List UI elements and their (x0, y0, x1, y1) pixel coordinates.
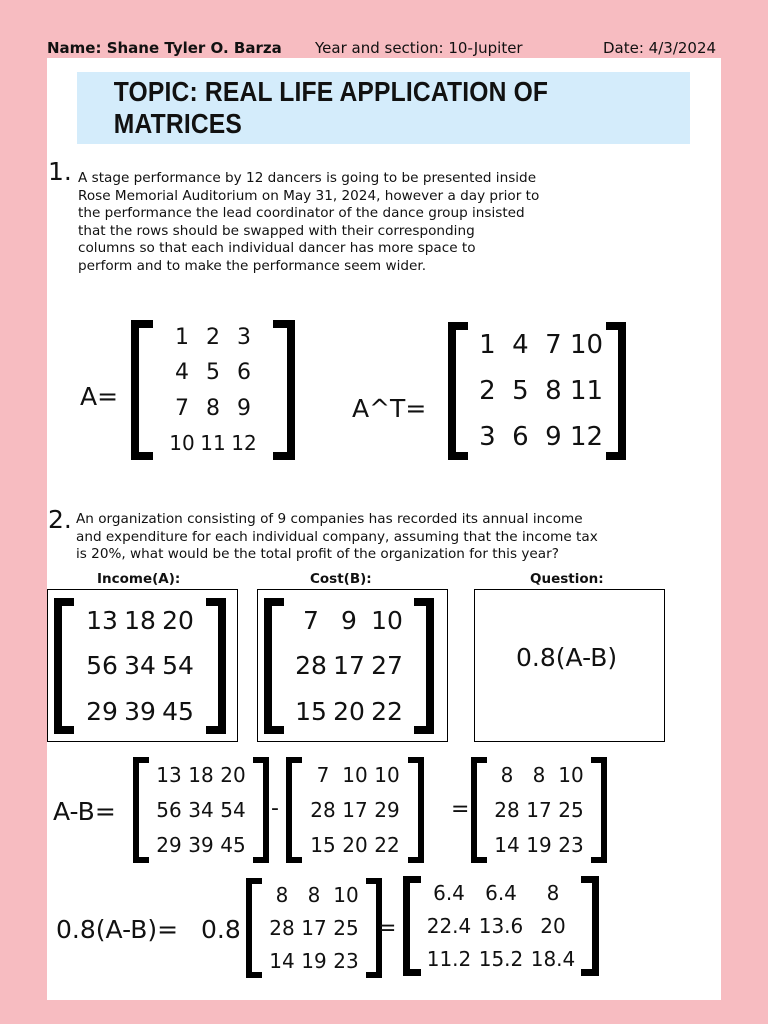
problem-1-text-line: the performance the lead coordinator of the dance group insisted (78, 205, 525, 221)
matrix-row (153, 798, 249, 822)
matrix-cell: 6 (237, 360, 251, 386)
matrix-cell: 17 (526, 797, 552, 822)
matrix-cell: 2 (206, 325, 220, 351)
matrix-cell: 4 (512, 330, 529, 360)
matrix-row (266, 949, 362, 973)
matrix-cell: 18 (188, 762, 214, 787)
final-scalar-matrix (246, 878, 382, 978)
right-bracket (273, 320, 295, 460)
matrix-cell: 28 (310, 797, 336, 822)
income-matrix (54, 598, 226, 734)
final-label: 0.8(A-B)= (56, 915, 179, 944)
matrix-cell: 9 (237, 395, 251, 421)
problem-1-text-line: A stage performance by 12 dancers is going to be presented inside (78, 170, 537, 186)
matrix-cell: 11 (569, 376, 604, 406)
matrix-cell: 17 (333, 651, 365, 681)
matrix-cell: 12 (569, 422, 604, 452)
matrix-cell: 8 (545, 376, 562, 406)
matrix-cell: 45 (220, 833, 246, 858)
matrix-cell: 19 (301, 949, 327, 974)
matrix-at-label: A^T= (352, 394, 427, 423)
matrix-row (471, 330, 603, 360)
matrix-row (83, 697, 197, 726)
matrix-cell: 22 (374, 833, 400, 858)
matrix-cell: 20 (540, 913, 566, 938)
right-bracket (206, 598, 226, 734)
matrix-cell: 20 (162, 606, 194, 636)
a-minus-b-matrix-b (286, 757, 424, 863)
left-bracket (264, 598, 284, 734)
matrix-cell: 17 (301, 915, 327, 940)
matrix-cell: 29 (156, 833, 182, 858)
matrix-row (167, 396, 260, 421)
matrix-cell: 54 (220, 797, 246, 822)
year-section: Year and section: 10-Jupiter (315, 39, 523, 57)
matrix-cell: 54 (162, 651, 194, 681)
matrix-grid (153, 320, 273, 460)
matrix-cell: 8 (500, 762, 514, 787)
matrix-cell: 13 (156, 762, 182, 787)
matrix-row (307, 833, 403, 857)
matrix-cell: 11.2 (426, 947, 472, 972)
matrix-cell: 8 (532, 762, 546, 787)
matrix-cell: 13.6 (478, 913, 524, 938)
right-bracket (253, 757, 269, 863)
matrix-cell: 45 (162, 696, 194, 726)
matrix-cell: 29 (374, 797, 400, 822)
matrix-cell: 7 (316, 762, 330, 787)
right-bracket (591, 757, 607, 863)
matrix-row (491, 798, 587, 822)
left-bracket (246, 878, 262, 978)
problem-1-text-line: columns so that each individual dancer has more space to (78, 240, 476, 256)
matrix-cell: 1 (175, 325, 189, 351)
matrix-grid (302, 757, 408, 863)
matrix-grid (487, 757, 591, 863)
matrix-cell: 17 (342, 797, 368, 822)
matrix-row (153, 833, 249, 857)
question-label: Question: (530, 571, 604, 587)
matrix-row (423, 947, 579, 971)
matrix-cell: 25 (333, 915, 359, 940)
matrix-cell: 4 (175, 360, 189, 386)
matrix-cell: 18 (124, 606, 156, 636)
matrix-a (131, 320, 295, 460)
matrix-row (307, 798, 403, 822)
matrix-grid (421, 876, 581, 976)
topic-title: TOPIC: REAL LIFE APPLICATION OF MATRICES (113, 76, 549, 139)
matrix-row (292, 697, 406, 726)
matrix-grid (468, 322, 606, 460)
left-bracket (286, 757, 302, 863)
matrix-cell: 34 (124, 651, 156, 681)
matrix-cell: 28 (269, 915, 295, 940)
date: Date: 4/3/2024 (603, 39, 717, 57)
left-bracket (403, 876, 421, 976)
matrix-cell: 10 (371, 606, 403, 636)
problem-1-text (78, 170, 539, 275)
right-bracket (581, 876, 599, 976)
matrix-cell: 22 (371, 696, 403, 726)
matrix-row (423, 914, 579, 938)
matrix-cell: 14 (494, 833, 520, 858)
left-bracket (131, 320, 153, 460)
matrix-cell: 15.2 (478, 947, 524, 972)
matrix-row (471, 376, 603, 406)
matrix-cell: 6.4 (485, 880, 517, 905)
matrix-cell: 9 (545, 422, 562, 452)
matrix-cell: 13 (86, 606, 118, 636)
matrix-row (167, 325, 260, 350)
matrix-cell: 7 (175, 395, 189, 421)
income-label: Income(A): (97, 571, 181, 587)
right-bracket (408, 757, 424, 863)
a-minus-b-matrix-a (133, 757, 269, 863)
final-scalar: 0.8 (201, 915, 241, 944)
matrix-cell: 15 (310, 833, 336, 858)
matrix-grid (149, 757, 253, 863)
matrix-a-transpose (448, 322, 626, 460)
matrix-cell: 10 (333, 882, 359, 907)
problem-2-number: 2. (48, 505, 72, 534)
matrix-cell: 10 (558, 762, 584, 787)
matrix-row (292, 606, 406, 635)
matrix-grid (262, 878, 366, 978)
matrix-cell: 56 (86, 651, 118, 681)
problem-1-text-line: Rose Memorial Auditorium on May 31, 2024, however a day prior to (78, 187, 540, 204)
matrix-cell: 3 (479, 422, 496, 452)
problem-2-text-line: is 20%, what would be the total profit of the organization for this year? (76, 546, 559, 562)
matrix-cell: 8 (275, 882, 289, 907)
matrix-cell: 8 (307, 882, 321, 907)
matrix-row (292, 651, 406, 680)
student-name: Name: Shane Tyler O. Barza (47, 39, 282, 57)
matrix-cell: 27 (371, 651, 403, 681)
matrix-cell: 8 (546, 880, 560, 905)
matrix-cell: 11 (200, 430, 226, 455)
left-bracket (133, 757, 149, 863)
left-bracket (448, 322, 468, 460)
topic-banner (77, 72, 690, 144)
matrix-cell: 8 (206, 395, 220, 421)
matrix-grid (284, 598, 414, 734)
matrix-cell: 18.4 (530, 947, 576, 972)
matrix-cell: 12 (231, 430, 257, 455)
problem-1-text-line: perform and to make the performance seem wider. (78, 257, 427, 274)
matrix-row (167, 431, 260, 455)
matrix-cell: 25 (558, 797, 584, 822)
minus-sign: - (271, 796, 279, 821)
matrix-cell: 15 (295, 696, 327, 726)
matrix-row (266, 883, 362, 907)
matrix-cell: 10 (342, 762, 368, 787)
matrix-row (423, 881, 579, 905)
matrix-row (153, 763, 249, 787)
matrix-cell: 23 (333, 949, 359, 974)
problem-2-text (76, 511, 598, 564)
matrix-cell: 39 (124, 696, 156, 726)
a-minus-b-label: A-B= (53, 797, 116, 826)
left-bracket (54, 598, 74, 734)
matrix-cell: 9 (341, 606, 357, 636)
left-bracket (471, 757, 487, 863)
equals-sign: = (451, 797, 470, 822)
matrix-cell: 7 (303, 606, 319, 636)
final-result-matrix (403, 876, 599, 976)
matrix-row (491, 763, 587, 787)
right-bracket (606, 322, 626, 460)
matrix-a-label: A= (80, 382, 119, 411)
matrix-cell: 6 (512, 422, 529, 452)
matrix-cell: 5 (512, 376, 529, 406)
matrix-row (83, 651, 197, 680)
matrix-cell: 20 (333, 696, 365, 726)
matrix-cell: 10 (169, 430, 195, 455)
cost-label: Cost(B): (310, 571, 372, 587)
matrix-grid (74, 598, 206, 734)
problem-1-text-line: that the rows should be swapped with their corresponding (78, 222, 475, 239)
final-equals-sign: = (378, 916, 397, 941)
matrix-row (266, 916, 362, 940)
problem-2-text-line: and expenditure for each individual company, assuming that the income tax (76, 528, 598, 545)
a-minus-b-result-matrix (471, 757, 607, 863)
right-bracket (414, 598, 434, 734)
matrix-cell: 20 (342, 833, 368, 858)
matrix-cell: 56 (156, 797, 182, 822)
matrix-cell: 28 (494, 797, 520, 822)
matrix-cell: 29 (86, 696, 118, 726)
matrix-cell: 20 (220, 762, 246, 787)
matrix-cell: 39 (188, 833, 214, 858)
question-expression: 0.8(A-B) (516, 643, 618, 672)
matrix-cell: 7 (545, 330, 562, 360)
matrix-cell: 2 (479, 376, 496, 406)
matrix-cell: 10 (569, 330, 604, 360)
matrix-cell: 23 (558, 833, 584, 858)
matrix-row (471, 422, 603, 452)
matrix-cell: 34 (188, 797, 214, 822)
matrix-cell: 28 (295, 651, 327, 681)
cost-matrix (264, 598, 434, 734)
matrix-row (83, 606, 197, 635)
matrix-cell: 6.4 (433, 880, 465, 905)
problem-1-number: 1. (48, 157, 72, 186)
matrix-cell: 19 (526, 833, 552, 858)
matrix-row (307, 763, 403, 787)
matrix-cell: 14 (269, 949, 295, 974)
matrix-cell: 1 (479, 330, 496, 360)
matrix-cell: 22.4 (426, 913, 472, 938)
problem-2-text-line: An organization consisting of 9 companies has recorded its annual income (76, 511, 583, 527)
matrix-row (491, 833, 587, 857)
matrix-cell: 3 (237, 325, 251, 351)
matrix-row (167, 360, 260, 385)
matrix-cell: 5 (206, 360, 220, 386)
matrix-cell: 10 (374, 762, 400, 787)
